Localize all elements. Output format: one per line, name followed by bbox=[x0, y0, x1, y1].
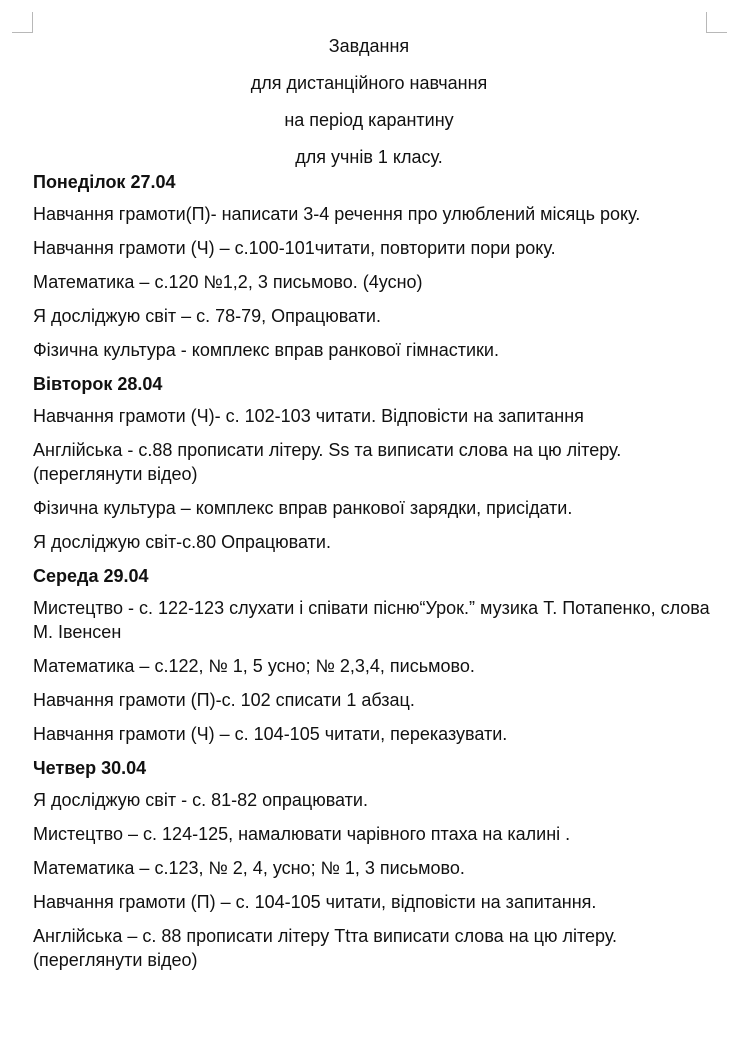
header-line-purpose: для дистанційного навчання bbox=[250, 73, 488, 93]
document-header bbox=[0, 33, 738, 181]
task-item: Математика – с.122, № 1, 5 усно; № 2,3,4, письмово. bbox=[33, 656, 475, 676]
task-item: Англійська – с. 88 прописати літеру Тtта виписати слова на цю літеру.(переглянути відео) bbox=[33, 926, 618, 970]
task-item: Навчання грамоти (П) – с. 104-105 читати, відповісти на запитання. bbox=[33, 892, 597, 912]
header-line-period: на період карантину bbox=[284, 110, 454, 130]
task-item: Навчання грамоти (Ч) – с.100-101читати, повторити пори року. bbox=[33, 238, 556, 258]
header-line-title: Завдання bbox=[328, 36, 410, 56]
task-item: Математика – с.120 №1,2, 3 письмово. (4усно) bbox=[33, 272, 423, 292]
crop-mark-top-right bbox=[706, 12, 727, 33]
task-item: Фізична культура – комплекс вправ ранкової зарядки, присідати. bbox=[33, 498, 573, 518]
day-title: Вівторок 28.04 bbox=[33, 374, 163, 394]
task-item: Англійська - с.88 прописати літеру. Ss та виписати слова на цю літеру.(переглянути відео) bbox=[33, 440, 622, 484]
task-item: Навчання грамоти(П)- написати 3-4 речення про улюблений місяць року. bbox=[33, 204, 641, 224]
day-section-monday bbox=[33, 170, 723, 362]
task-item: Фізична культура - комплекс вправ ранкової гімнастики. bbox=[33, 340, 499, 360]
task-item: Навчання грамоти (Ч)- с. 102-103 читати. Відповісти на запитання bbox=[33, 406, 584, 426]
crop-mark-top-left bbox=[12, 12, 33, 33]
task-item: Математика – с.123, № 2, 4, усно; № 1, 3 письмово. bbox=[33, 858, 465, 878]
schedule-content bbox=[33, 170, 723, 982]
header-line-audience: для учнів 1 класу. bbox=[295, 147, 443, 167]
task-item: Я досліджую світ-с.80 Опрацювати. bbox=[33, 532, 331, 552]
day-title: Середа 29.04 bbox=[33, 566, 149, 586]
day-section-tuesday bbox=[33, 372, 723, 554]
day-title: Четвер 30.04 bbox=[33, 758, 147, 778]
task-item: Я досліджую світ – с. 78-79, Опрацювати. bbox=[33, 306, 381, 326]
task-item: Мистецтво - с. 122-123 слухати і співати пісню“Урок.” музика Т. Потапенко, слова М. Івенсен bbox=[33, 598, 710, 642]
day-section-thursday bbox=[33, 756, 723, 972]
task-item: Я досліджую світ - с. 81-82 опрацювати. bbox=[33, 790, 368, 810]
day-section-wednesday bbox=[33, 564, 723, 746]
day-title: Понеділок 27.04 bbox=[33, 172, 176, 192]
task-item: Мистецтво – с. 124-125, намалювати чарівного птаха на калині . bbox=[33, 824, 571, 844]
task-item: Навчання грамоти (П)-с. 102 списати 1 абзац. bbox=[33, 690, 415, 710]
task-item: Навчання грамоти (Ч) – с. 104-105 читати, переказувати. bbox=[33, 724, 508, 744]
